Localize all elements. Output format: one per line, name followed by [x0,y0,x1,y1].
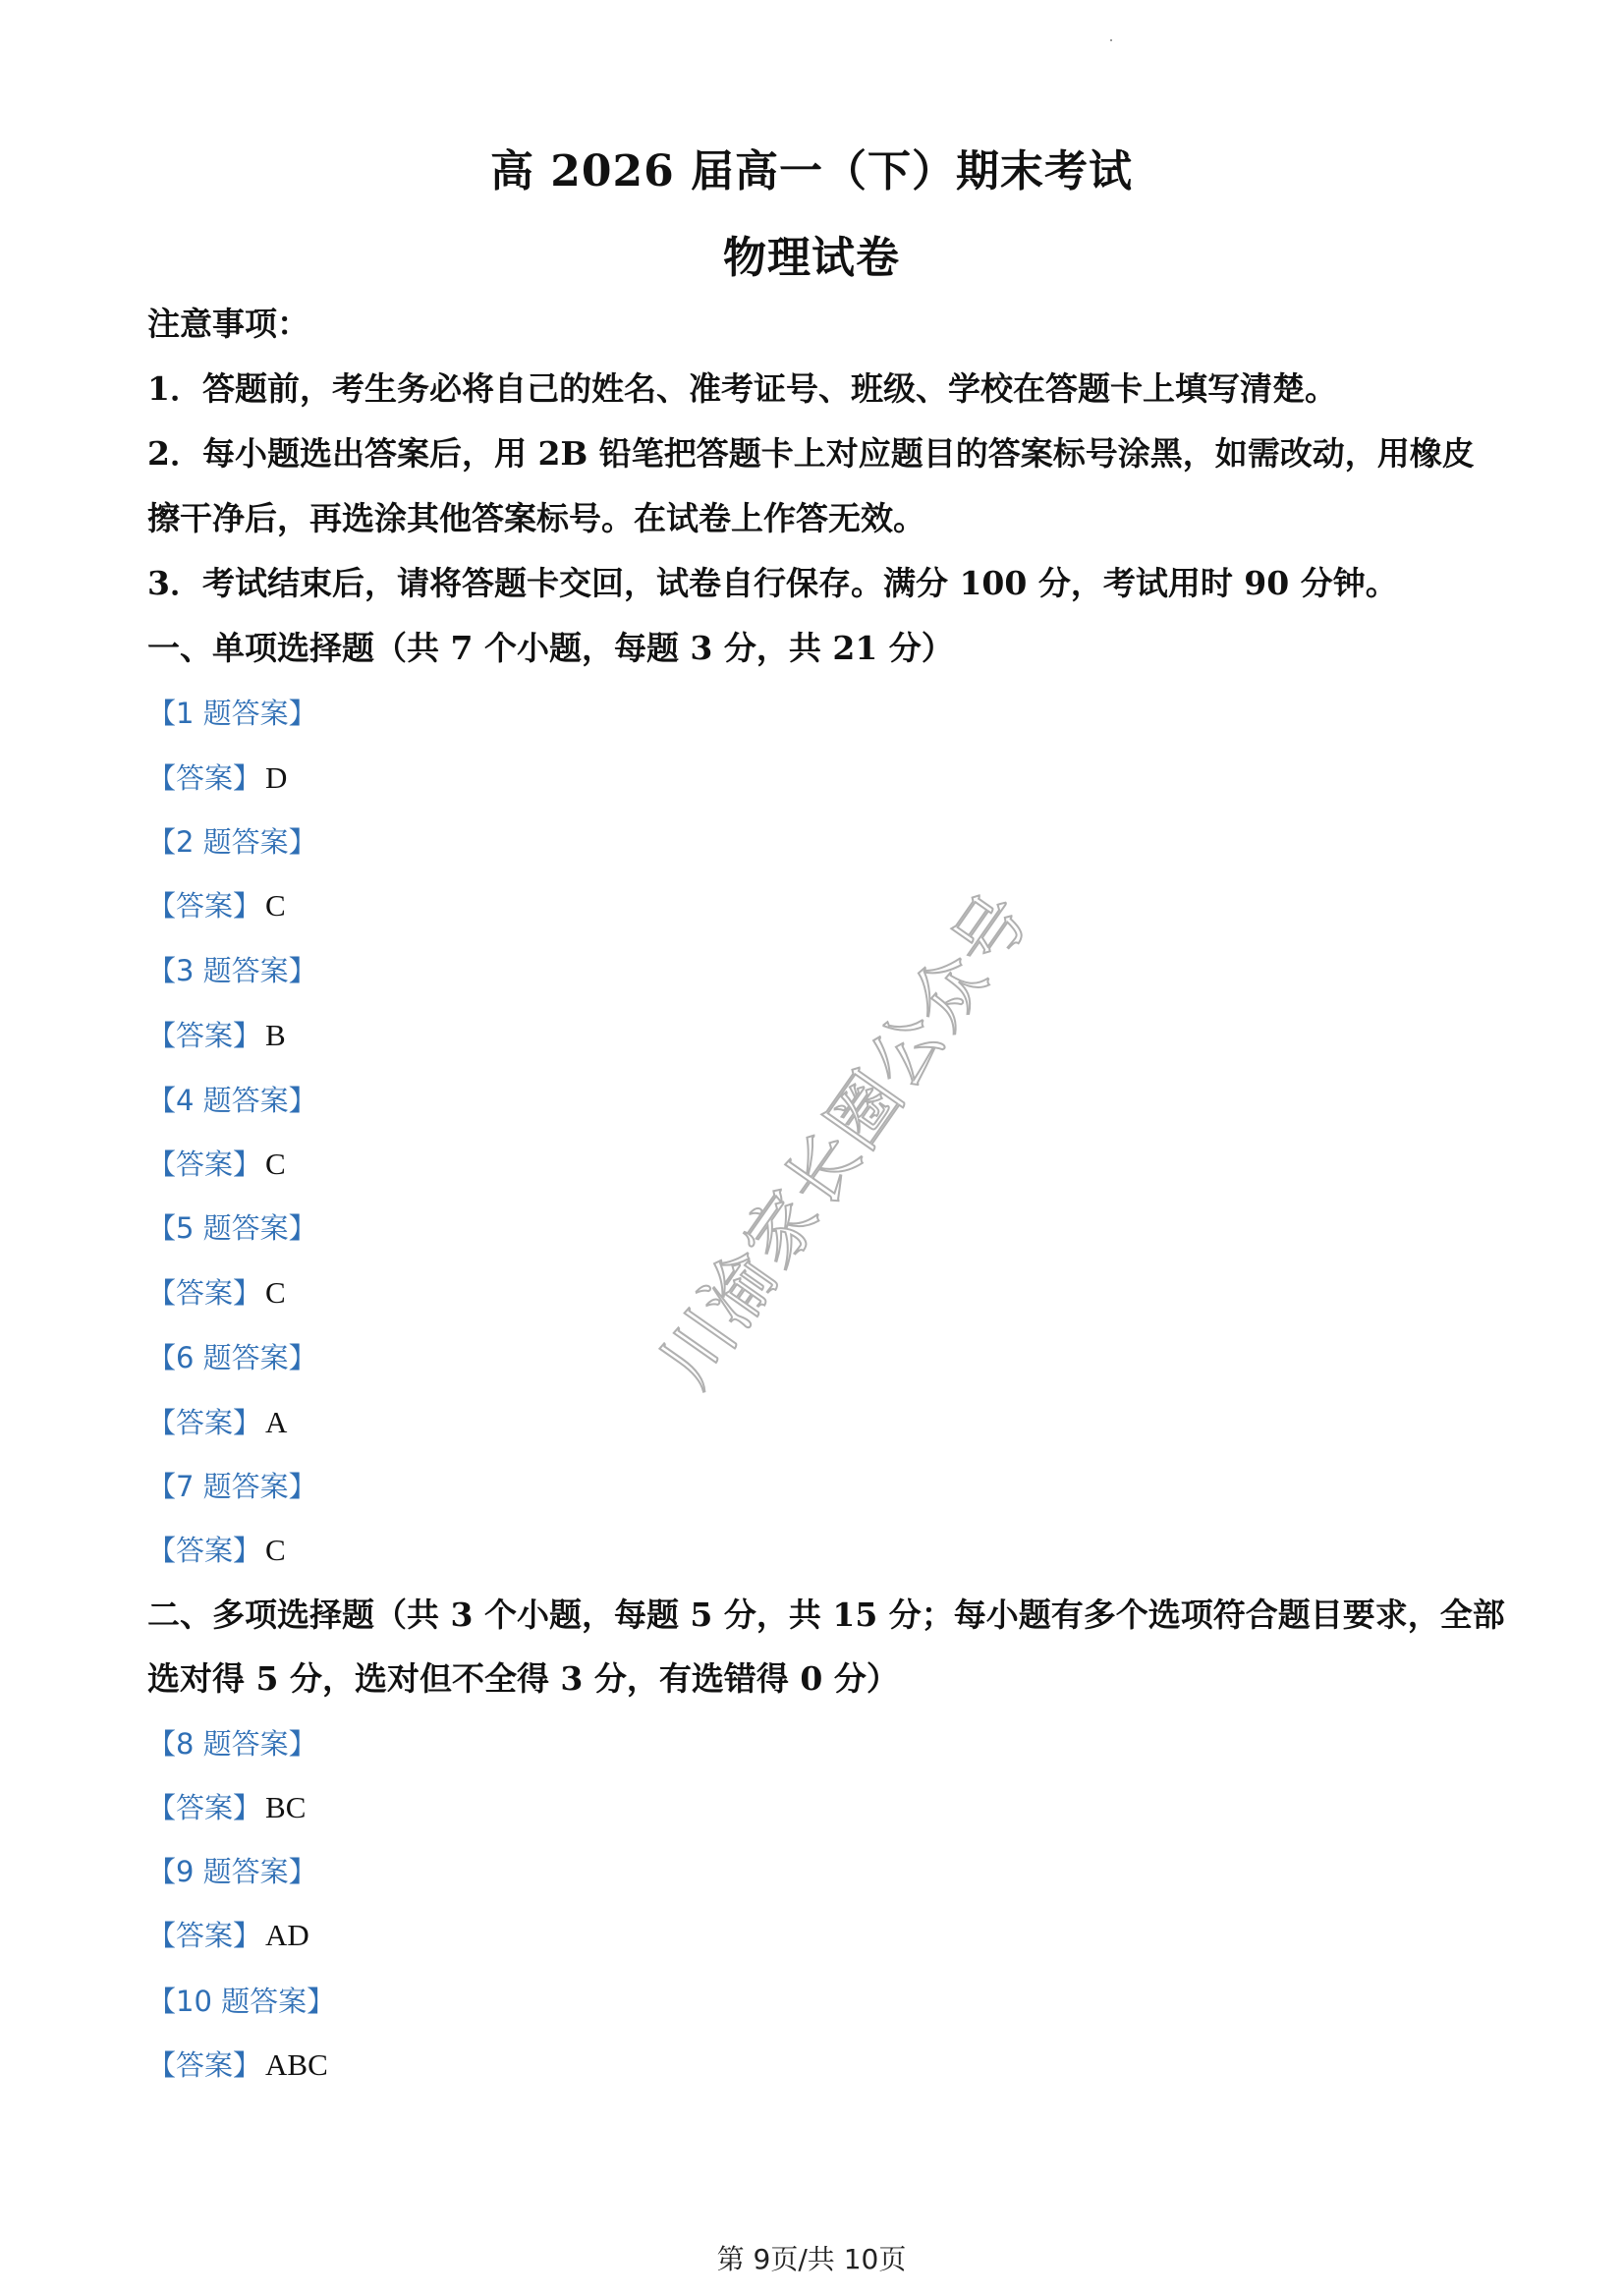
answer-label: 【答案】 [147,2048,262,2082]
answer-value: ABC [265,2047,328,2082]
question-label [147,1852,317,1891]
watermark: 川渝家长圈公众号 [644,876,1046,1401]
answer-label: 【答案】 [147,1406,262,1439]
question-number-label: 【2 题答案】 [147,825,317,859]
page-number-footer: 第 9页/共 10页 [716,2243,907,2275]
answer-value: BC [265,1790,307,1824]
answer-label: 【答案】 [147,1534,262,1567]
question-label [147,951,317,990]
answer-label: 【答案】 [147,889,262,923]
answer-row [147,1273,286,1313]
answer-label: 【答案】 [147,761,262,795]
notice-item-2-cont: 擦干净后，再选涂其他答案标号。在试卷上作答无效。 [147,499,925,537]
question-number-label: 【5 题答案】 [147,1211,317,1245]
question-number-label: 【10 题答案】 [147,1985,336,2018]
question-label [147,1081,317,1120]
answer-row [147,2045,328,2085]
question-number-label: 【8 题答案】 [147,1727,317,1761]
exam-subtitle: 物理试卷 [723,233,900,283]
answer-value: D [265,760,288,795]
answer-value: B [265,1018,286,1052]
answer-row [147,1016,286,1055]
answer-label: 【答案】 [147,1148,262,1181]
answer-row [147,1145,286,1184]
notice-item-3: 3．考试结束后，请将答题卡交回，试卷自行保存。满分 100 分，考试用时 90 分钟。 [147,564,1398,602]
answer-row [147,1531,286,1570]
answer-label: 【答案】 [147,1791,262,1824]
answer-row [147,1403,287,1442]
question-label [147,1982,335,2021]
answer-row [147,1788,306,1827]
question-label [147,1724,317,1764]
answer-label: 【答案】 [147,1019,262,1052]
question-number-label: 【9 题答案】 [147,1855,317,1888]
section2-heading-cont: 选对得 5 分，选对但不全得 3 分，有选错得 0 分） [147,1659,899,1698]
question-label [147,1338,317,1377]
question-number-label: 【7 题答案】 [147,1470,317,1503]
section2-heading: 二、多项选择题（共 3 个小题，每题 5 分，共 15 分；每小题有多个选项符合题目要求，全部 [147,1596,1505,1634]
section1-heading: 一、单项选择题（共 7 个小题，每题 3 分，共 21 分） [147,629,954,667]
answer-value: C [265,1147,286,1181]
question-label [147,1467,317,1506]
question-number-label: 【6 题答案】 [147,1341,317,1374]
notice-heading: 注意事项： [147,305,309,343]
scan-speck [1110,39,1112,41]
notice-item-2: 2．每小题选出答案后，用 2B 铅笔把答题卡上对应题目的答案标号涂黑，如需改动，用橡皮 [147,434,1475,473]
exam-title: 高 2026 届高一（下）期末考试 [489,146,1134,196]
answer-label: 【答案】 [147,1919,262,1952]
answer-value: C [265,888,286,923]
answer-value: A [265,1405,288,1439]
answer-value: C [265,1533,286,1567]
answer-value: AD [265,1918,309,1952]
question-label [147,694,317,733]
answer-value: C [265,1275,286,1310]
answer-label: 【答案】 [147,1276,262,1310]
notice-item-1: 1．答题前，考生务必将自己的姓名、准考证号、班级、学校在答题卡上填写清楚。 [147,369,1337,408]
question-number-label: 【4 题答案】 [147,1084,317,1117]
answer-row [147,1916,309,1955]
question-number-label: 【1 题答案】 [147,697,317,730]
answer-row [147,886,286,925]
question-label [147,822,317,862]
question-number-label: 【3 题答案】 [147,954,317,987]
answer-row [147,758,287,798]
question-label [147,1208,317,1248]
